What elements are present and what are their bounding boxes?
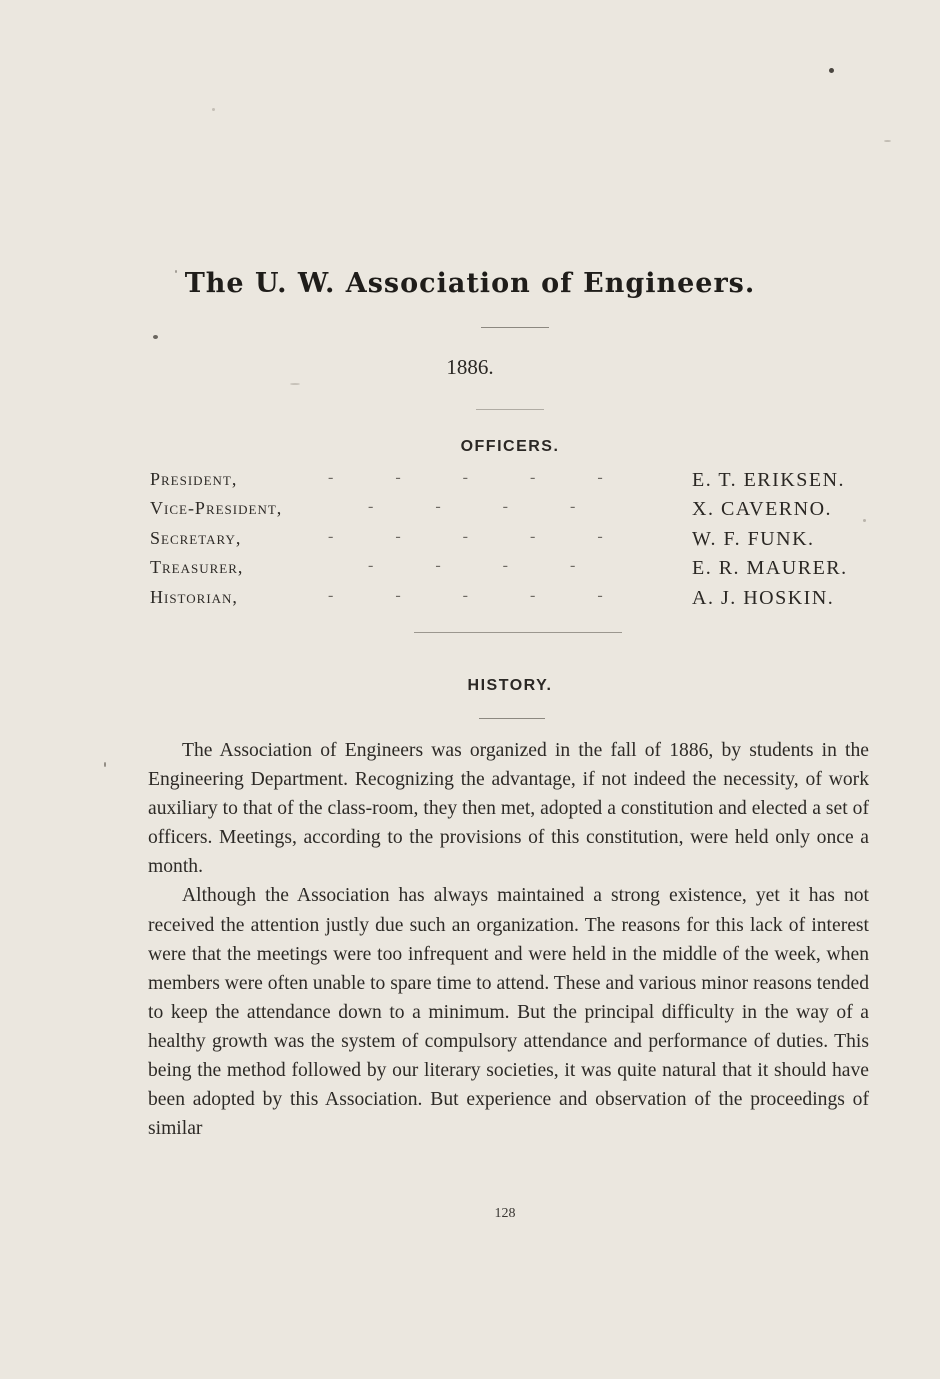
paper-speck bbox=[153, 335, 158, 339]
page-number: 128 bbox=[494, 1206, 516, 1221]
history-divider bbox=[479, 718, 545, 719]
leader-dashes: - - - - bbox=[368, 557, 576, 574]
leader-dashes: - - - - - bbox=[328, 469, 603, 486]
page-title: The U. W. Association of Engineers. bbox=[184, 268, 756, 299]
officer-name: E. T. ERIKSEN. bbox=[692, 469, 846, 491]
office-title: Secretary, bbox=[150, 528, 242, 548]
year-divider bbox=[476, 409, 544, 410]
officer-name: E. R. MAURER. bbox=[692, 557, 848, 579]
leader-dashes: - - - - bbox=[368, 498, 576, 515]
officer-row bbox=[0, 557, 940, 587]
year-label: 1886. bbox=[446, 355, 494, 379]
office-title: President, bbox=[150, 469, 238, 489]
paper-speck bbox=[829, 68, 834, 73]
history-text bbox=[148, 736, 869, 1143]
officer-row bbox=[0, 528, 940, 558]
officer-name: W. F. FUNK. bbox=[692, 528, 815, 550]
officer-name: A. J. HOSKIN. bbox=[692, 587, 835, 609]
officers-heading: OFFICERS. bbox=[460, 438, 560, 455]
officer-row bbox=[0, 469, 940, 499]
paper-speck bbox=[175, 270, 177, 273]
office-title: Treasurer, bbox=[150, 557, 244, 577]
officer-row bbox=[0, 498, 940, 528]
history-paragraph: Although the Association has always maintained a strong existence, yet it has not received the attention justly due such an organization. The reasons for this lack of interest were that the meetings were too infrequent and were held in the middle of the week, when members were often unable to spare time to attend. These and various minor reasons tended to keep the attendance down to a minimum. But the principal difficulty in the way of a healthy growth was the system of compulsory attendance and performance of duties. This being the method followed by our literary societies, it was quite natural that it should have been adopted by this Association. But experience and observation of the proceedings of similar bbox=[148, 885, 869, 1140]
paper-speck bbox=[104, 762, 106, 767]
leader-dashes: - - - - - bbox=[328, 587, 603, 604]
history-heading: HISTORY. bbox=[467, 677, 553, 694]
office-title: Historian, bbox=[150, 587, 238, 607]
history-paragraph: The Association of Engineers was organized in the fall of 1886, by students in the Engineering Department. Recognizing the advantage, if not indeed the necessity, of work auxiliary to that of the class-room, they then met, adopted a constitution and elected a set of officers. Meetings, according to the provisions of this constitution, were held only once a month. bbox=[148, 740, 869, 878]
paper-speck bbox=[212, 108, 215, 111]
officers-divider bbox=[414, 632, 622, 633]
paper-speck bbox=[884, 140, 891, 142]
office-title: Vice-President, bbox=[150, 498, 283, 518]
title-divider bbox=[481, 327, 549, 328]
leader-dashes: - - - - - bbox=[328, 528, 603, 545]
officer-row bbox=[0, 587, 940, 617]
officer-name: X. CAVERNO. bbox=[692, 498, 833, 520]
paper-speck bbox=[290, 383, 300, 385]
paper-speck bbox=[863, 519, 866, 522]
